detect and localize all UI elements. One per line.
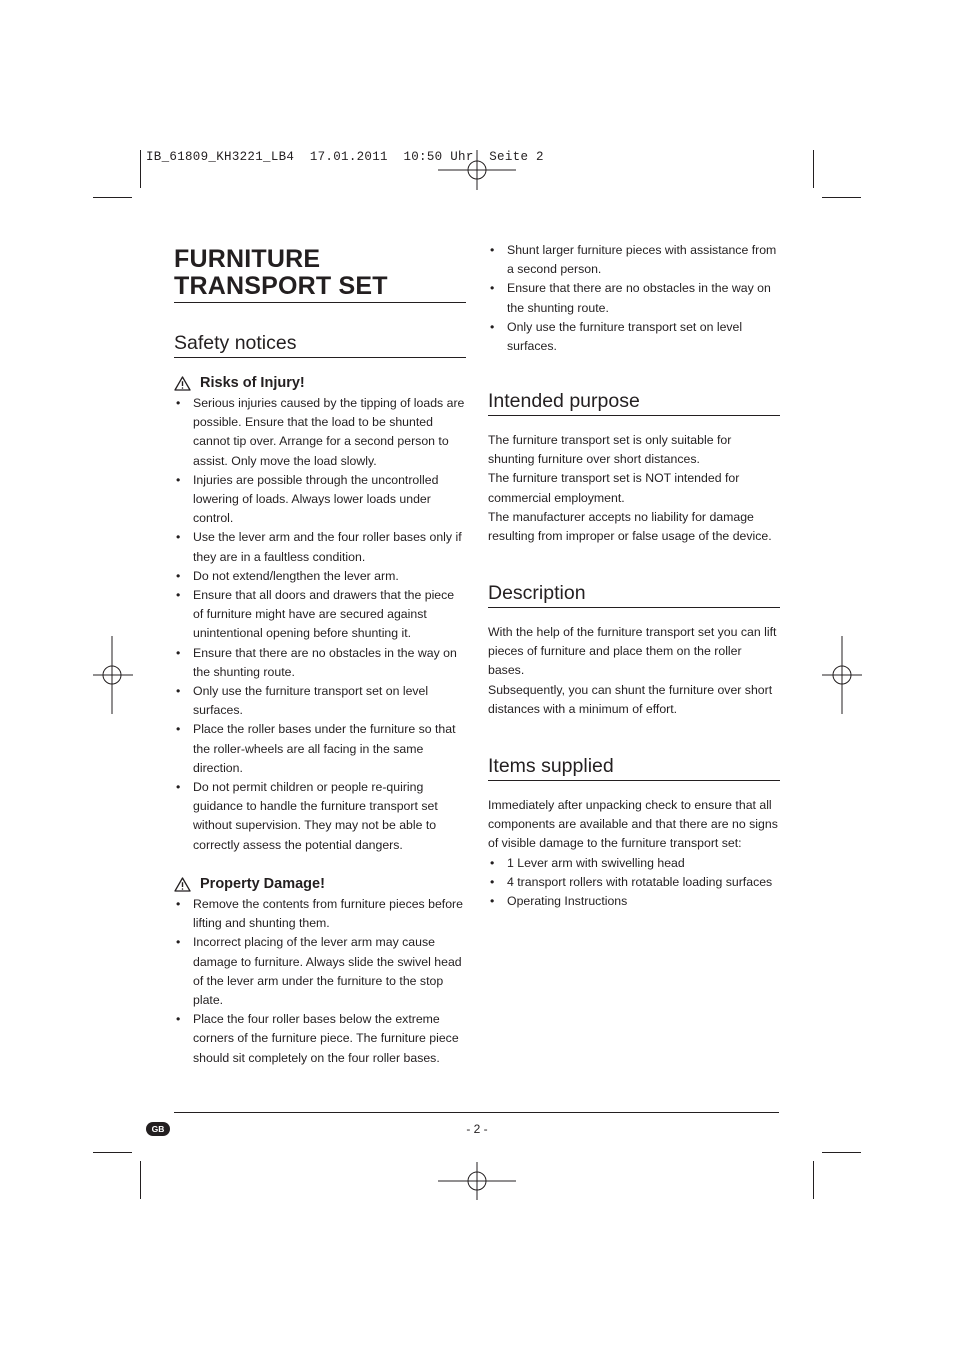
items-supplied-heading: Items supplied: [488, 755, 614, 777]
paragraph: Immediately after unpacking check to ensure that all components are available and that there are no signs of visible damage to the furniture transport set:: [488, 798, 778, 851]
list-item: • Only use the furniture transport set on level surfaces.: [488, 318, 780, 356]
list-item: • 1 Lever arm with swivelling head: [488, 854, 780, 873]
paragraph: The furniture transport set is NOT intended for commercial employment.: [488, 471, 740, 505]
registration-mark-bottom: [438, 1162, 516, 1200]
intended-section: [488, 389, 780, 546]
page-number: - 2 -: [466, 1122, 488, 1136]
list-item: • Shunt larger furniture pieces with assistance from a second person.: [488, 241, 780, 279]
list-item: • Operating Instructions: [488, 892, 780, 911]
list-item: • Only use the furniture transport set on level surfaces.: [174, 682, 466, 720]
list-item: • Do not permit children or people re-quiring guidance to handle the furniture transport set without supervision. They may not be able to correctly assess the potential dangers.: [174, 778, 466, 855]
paragraph: Subsequently, you can shunt the furniture over short distances with a minimum of effort.: [488, 682, 773, 716]
safety-heading: Safety notices: [174, 332, 297, 354]
description-section: [488, 581, 780, 719]
injury-section: [174, 374, 466, 855]
registration-mark-left: [93, 636, 133, 714]
description-divider: [488, 607, 780, 608]
safety-continued-list: [488, 241, 780, 356]
registration-mark-right: [822, 636, 862, 714]
list-item: • Place the four roller bases below the extreme corners of the furniture piece. The furniture piece should sit completely on the four roller bases.: [174, 1010, 466, 1068]
property-heading: Property Damage!: [200, 876, 325, 892]
warning-icon: [174, 877, 191, 892]
list-item: • Do not extend/lengthen the lever arm.: [174, 567, 466, 586]
items-supplied-section: [488, 754, 780, 911]
list-item: • Remove the contents from furniture pieces before lifting and shunting them.: [174, 895, 466, 933]
list-item: • Incorrect placing of the lever arm may cause damage to furniture. Always slide the swivel head of the lever arm under the furniture to the stop plate.: [174, 933, 466, 1010]
page-title: FURNITURE TRANSPORT SET: [174, 245, 388, 300]
list-item: • Ensure that there are no obstacles in the way on the shunting route.: [488, 279, 780, 317]
title-divider: [174, 302, 466, 303]
list-item: • Ensure that there are no obstacles in the way on the shunting route.: [174, 644, 466, 682]
paragraph: The furniture transport set is only suitable for shunting furniture over short distances.: [488, 433, 732, 467]
list-item: • Ensure that all doors and drawers that the piece of furniture might have are secured against unintentional opening before shunting it.: [174, 586, 466, 644]
property-section: [174, 875, 466, 1068]
intended-divider: [488, 415, 780, 416]
safety-divider: [174, 357, 466, 358]
injury-heading: Risks of Injury!: [200, 375, 305, 391]
list-item: • Serious injuries caused by the tipping of loads are possible. Ensure that the load to be shunted cannot tip over. Arrange for a second person to assist. Only move the load slowly.: [174, 394, 466, 471]
list-item: • Use the lever arm and the four roller bases only if they are in a faultless condition.: [174, 528, 466, 566]
items-supplied-divider: [488, 780, 780, 781]
country-badge: GB: [146, 1122, 170, 1136]
intended-heading: Intended purpose: [488, 390, 640, 412]
list-item: • 4 transport rollers with rotatable loading surfaces: [488, 873, 780, 892]
print-slug: IB_61809_KH3221_LB4 17.01.2011 10:50 Uhr Seite 2: [146, 150, 544, 164]
list-item: • Place the roller bases under the furniture so that the roller-wheels are all facing in the same direction.: [174, 720, 466, 778]
paragraph: The manufacturer accepts no liability for damage resulting from improper or false usage of the device.: [488, 509, 772, 544]
footer-divider: [174, 1112, 779, 1113]
warning-icon: [174, 376, 191, 391]
list-item: • Injuries are possible through the uncontrolled lowering of loads. Always lower loads under control.: [174, 471, 466, 529]
paragraph: With the help of the furniture transport set you can lift pieces of furniture and place them on the roller bases.: [488, 625, 777, 678]
description-heading: Description: [488, 582, 586, 604]
